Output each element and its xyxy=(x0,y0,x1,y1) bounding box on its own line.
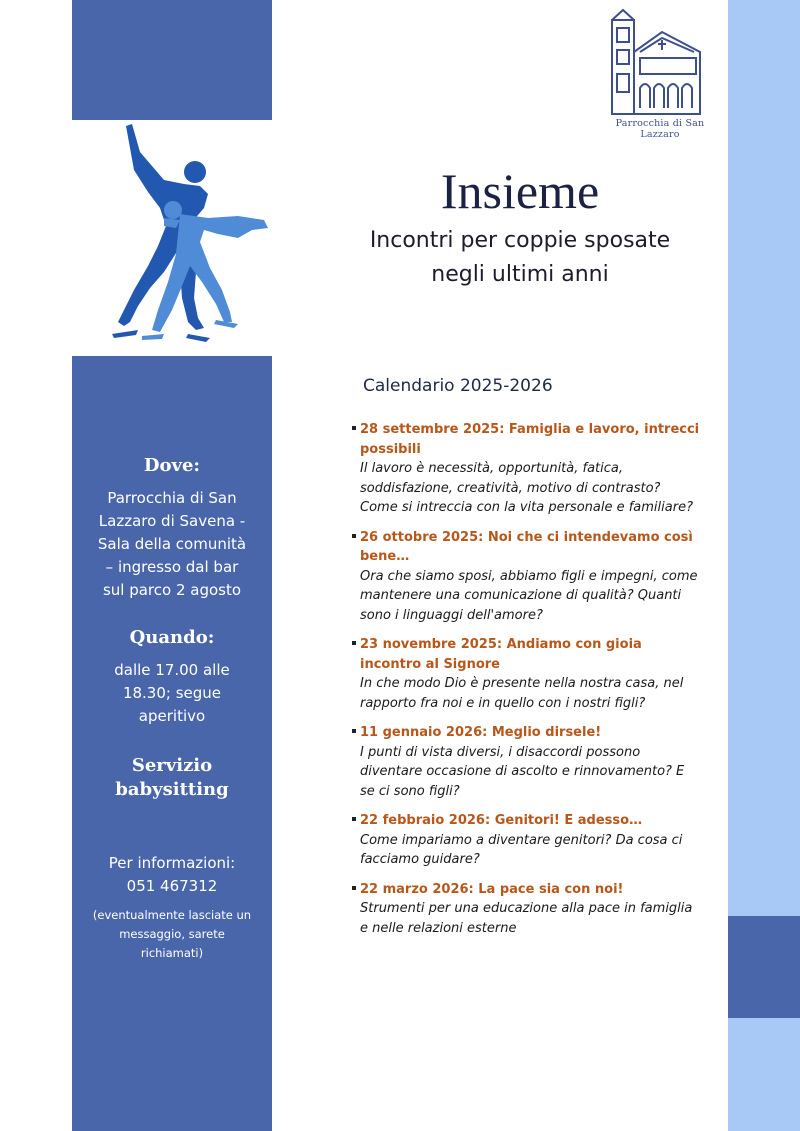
when-text: dalle 17.00 alle 18.30; segue aperitivo xyxy=(114,661,230,725)
list-item xyxy=(352,880,702,939)
subtitle-line-1: Incontri per coppie sposate xyxy=(369,228,671,253)
left-top-band xyxy=(72,0,272,120)
event-description: Come impariamo a diventare genitori? Da cosa ci facciamo guidare? xyxy=(360,832,683,867)
contact-phone: 051 467312 xyxy=(126,877,218,895)
page-title: Insieme xyxy=(440,163,600,219)
list-item xyxy=(352,811,702,870)
logo-caption: Parrocchia di San Lazzaro xyxy=(615,118,705,140)
bullet-icon xyxy=(352,641,356,645)
where-text: Parrocchia di San Lazzaro di Savena - Sala della comunità – ingresso dal bar sul parco 2 agosto xyxy=(97,489,247,599)
bullet-icon xyxy=(352,426,356,430)
list-item xyxy=(352,723,702,801)
event-description: Il lavoro è necessità, opportunità, fatica, soddisfazione, creatività, motivo di contrasto? Come si intreccia con la vita personale e familiare? xyxy=(360,461,693,515)
bullet-icon xyxy=(352,729,356,733)
right-stripe-accent xyxy=(728,916,800,1018)
babysitting-service: Servizio babysitting xyxy=(115,755,229,800)
ice-skaters-illustration xyxy=(68,122,278,358)
bullet-icon xyxy=(352,886,356,890)
calendar-heading: Calendario 2025-2026 xyxy=(363,376,553,396)
contact-label: Per informazioni: xyxy=(108,854,236,872)
contact-note: (eventualmente lasciate un messaggio, sarete richiamati) xyxy=(92,908,252,960)
event-title: 22 febbraio 2026: Genitori! E adesso… xyxy=(360,813,643,828)
event-title: 11 gennaio 2026: Meglio dirsele! xyxy=(360,725,602,740)
list-item xyxy=(352,528,702,626)
bullet-icon xyxy=(352,817,356,821)
event-description: Ora che siamo sposi, abbiamo figli e impegni, come mantenere una comunicazione di qualità? Quanti sono i linguaggi dell'amore? xyxy=(360,568,698,623)
event-title: 23 novembre 2025: Andiamo con gioia incontro al Signore xyxy=(360,637,642,672)
when-heading: Quando: xyxy=(129,627,215,648)
event-title: 26 ottobre 2025: Noi che ci intendevamo così bene… xyxy=(360,529,693,564)
subtitle-line-2: negli ultimi anni xyxy=(431,262,609,287)
list-item xyxy=(352,635,702,713)
event-title: 28 settembre 2025: Famiglia e lavoro, intrecci possibili xyxy=(360,422,700,457)
bullet-icon xyxy=(352,534,356,538)
page-subtitle xyxy=(330,224,710,292)
list-item xyxy=(352,420,702,518)
event-description: Strumenti per una educazione alla pace in famiglia e nelle relazioni esterne xyxy=(360,901,693,936)
event-description: In che modo Dio è presente nella nostra casa, nel rapporto fra noi e in quello con i nostri figli? xyxy=(360,676,684,711)
calendar-list xyxy=(352,420,702,948)
info-panel xyxy=(72,356,272,1131)
event-title: 22 marzo 2026: La pace sia con noi! xyxy=(360,881,624,897)
where-heading: Dove: xyxy=(143,455,201,476)
event-description: I punti di vista diversi, i disaccordi possono diventare occasione di ascolto e rinnovamento? E se ci sono figli? xyxy=(360,744,685,799)
